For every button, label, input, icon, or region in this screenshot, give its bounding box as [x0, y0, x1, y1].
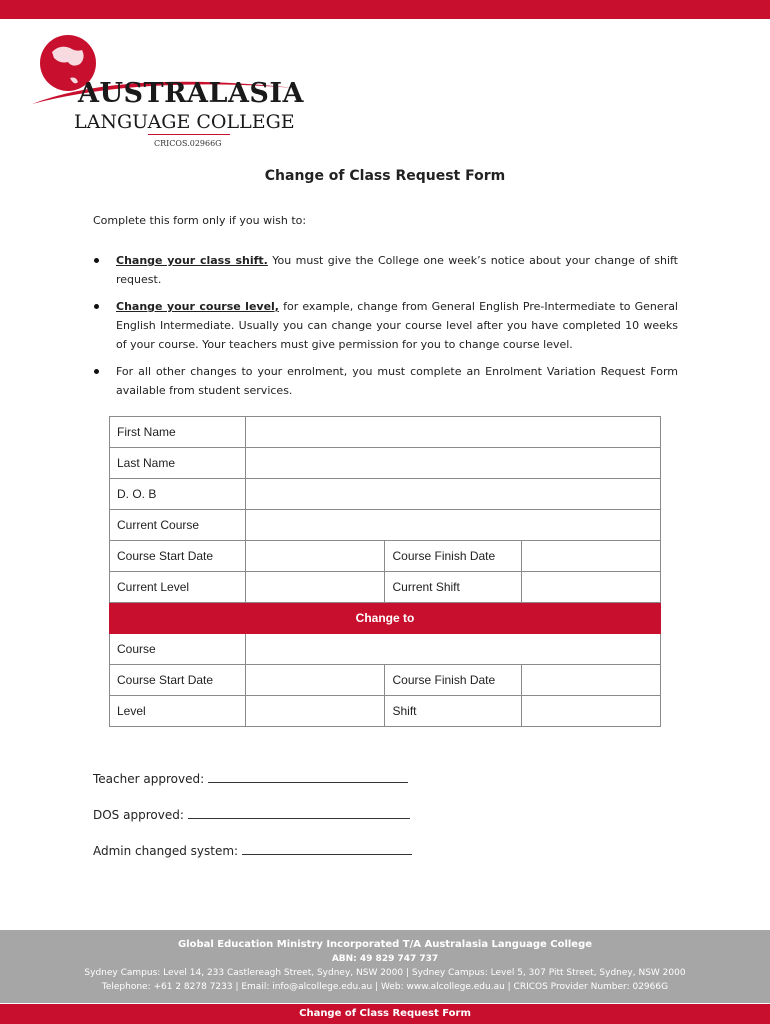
dos-approval-row: [93, 806, 410, 822]
table-row: [110, 634, 661, 665]
shift-label: Shift: [385, 696, 522, 727]
new-course-start-date-label: Course Start Date: [110, 665, 246, 696]
list-item: [93, 362, 678, 400]
last-name-field[interactable]: [245, 448, 660, 479]
admin-change-label: Admin changed system:: [93, 844, 239, 858]
current-course-field[interactable]: [245, 510, 660, 541]
list-item: [93, 251, 678, 289]
level-label: Level: [110, 696, 246, 727]
bullet-text: for example, change from General English Pre-Intermediate to General English Intermediate. Usually you can change your course level after you have completed 10 weeks of your course. Your teachers must give permission for you to change course level.: [116, 300, 678, 351]
new-course-finish-date-field[interactable]: [522, 665, 661, 696]
footer-title-bar: Change of Class Request Form: [0, 1004, 770, 1024]
intro-text: Complete this form only if you wish to:: [93, 214, 307, 227]
level-field[interactable]: [245, 696, 385, 727]
current-shift-field[interactable]: [522, 572, 661, 603]
current-course-label: Current Course: [110, 510, 246, 541]
course-label: Course: [110, 634, 246, 665]
footer-contact: Telephone: +61 2 8278 7233 | Email: info@alcollege.edu.au | Web: www.alcollege.edu.au | CRICOS Provider Number: 02966G: [101, 982, 669, 992]
course-start-date-field[interactable]: [245, 541, 385, 572]
table-row: [110, 665, 661, 696]
current-shift-label: Current Shift: [385, 572, 522, 603]
current-level-label: Current Level: [110, 572, 246, 603]
admin-change-line[interactable]: [242, 842, 412, 855]
course-field[interactable]: [245, 634, 660, 665]
course-start-date-label: Course Start Date: [110, 541, 246, 572]
teacher-approval-line[interactable]: [208, 770, 408, 783]
footer-org: Global Education Ministry Incorporated T/A Australasia Language College: [177, 939, 593, 950]
table-row: [110, 448, 661, 479]
dob-field[interactable]: [245, 479, 660, 510]
footer-abn: ABN: 49 829 747 737: [331, 954, 439, 964]
dob-label: D. O. B: [110, 479, 246, 510]
logo-cricos: CRICOS.02966G: [154, 139, 222, 148]
dos-approval-line[interactable]: [188, 806, 410, 819]
bullet-lead: Change your class shift.: [116, 254, 268, 267]
logo-divider: [148, 134, 230, 135]
table-row: [110, 572, 661, 603]
course-finish-date-label: Course Finish Date: [385, 541, 522, 572]
list-item: [93, 297, 678, 354]
current-level-field[interactable]: [245, 572, 385, 603]
top-accent-bar: [0, 0, 770, 19]
admin-change-row: [93, 842, 412, 858]
college-logo: [30, 30, 310, 155]
footer: [0, 930, 770, 1003]
class-request-table: [109, 416, 661, 727]
new-course-finish-date-label: Course Finish Date: [385, 665, 522, 696]
table-row: [110, 696, 661, 727]
last-name-label: Last Name: [110, 448, 246, 479]
form-title: Change of Class Request Form: [264, 168, 506, 184]
dos-approval-label: DOS approved:: [93, 808, 184, 822]
course-finish-date-field[interactable]: [522, 541, 661, 572]
first-name-field[interactable]: [245, 417, 660, 448]
table-row: [110, 510, 661, 541]
teacher-approval-label: Teacher approved:: [93, 772, 205, 786]
table-row: [110, 417, 661, 448]
footer-campuses: Sydney Campus: Level 14, 233 Castlereagh Street, Sydney, NSW 2000 | Sydney Campus: Level 5, 307 Pitt Street, Sydney, NSW 2000: [84, 968, 686, 978]
table-row: [110, 479, 661, 510]
logo-name: AUSTRALASIA: [78, 78, 304, 109]
teacher-approval-row: [93, 770, 408, 786]
bullet-text: You must give the College one week’s notice about your change of shift request.: [116, 254, 678, 286]
table-row: [110, 603, 661, 634]
instructions-list: [93, 251, 678, 408]
first-name-label: First Name: [110, 417, 246, 448]
shift-field[interactable]: [522, 696, 661, 727]
table-row: [110, 541, 661, 572]
change-to-header: Change to: [110, 603, 661, 634]
logo-subtitle: LANGUAGE COLLEGE: [74, 111, 295, 133]
bullet-text: For all other changes to your enrolment, you must complete an Enrolment Variation Request Form available from student services.: [116, 365, 678, 397]
bullet-lead: Change your course level,: [116, 300, 279, 313]
new-course-start-date-field[interactable]: [245, 665, 385, 696]
